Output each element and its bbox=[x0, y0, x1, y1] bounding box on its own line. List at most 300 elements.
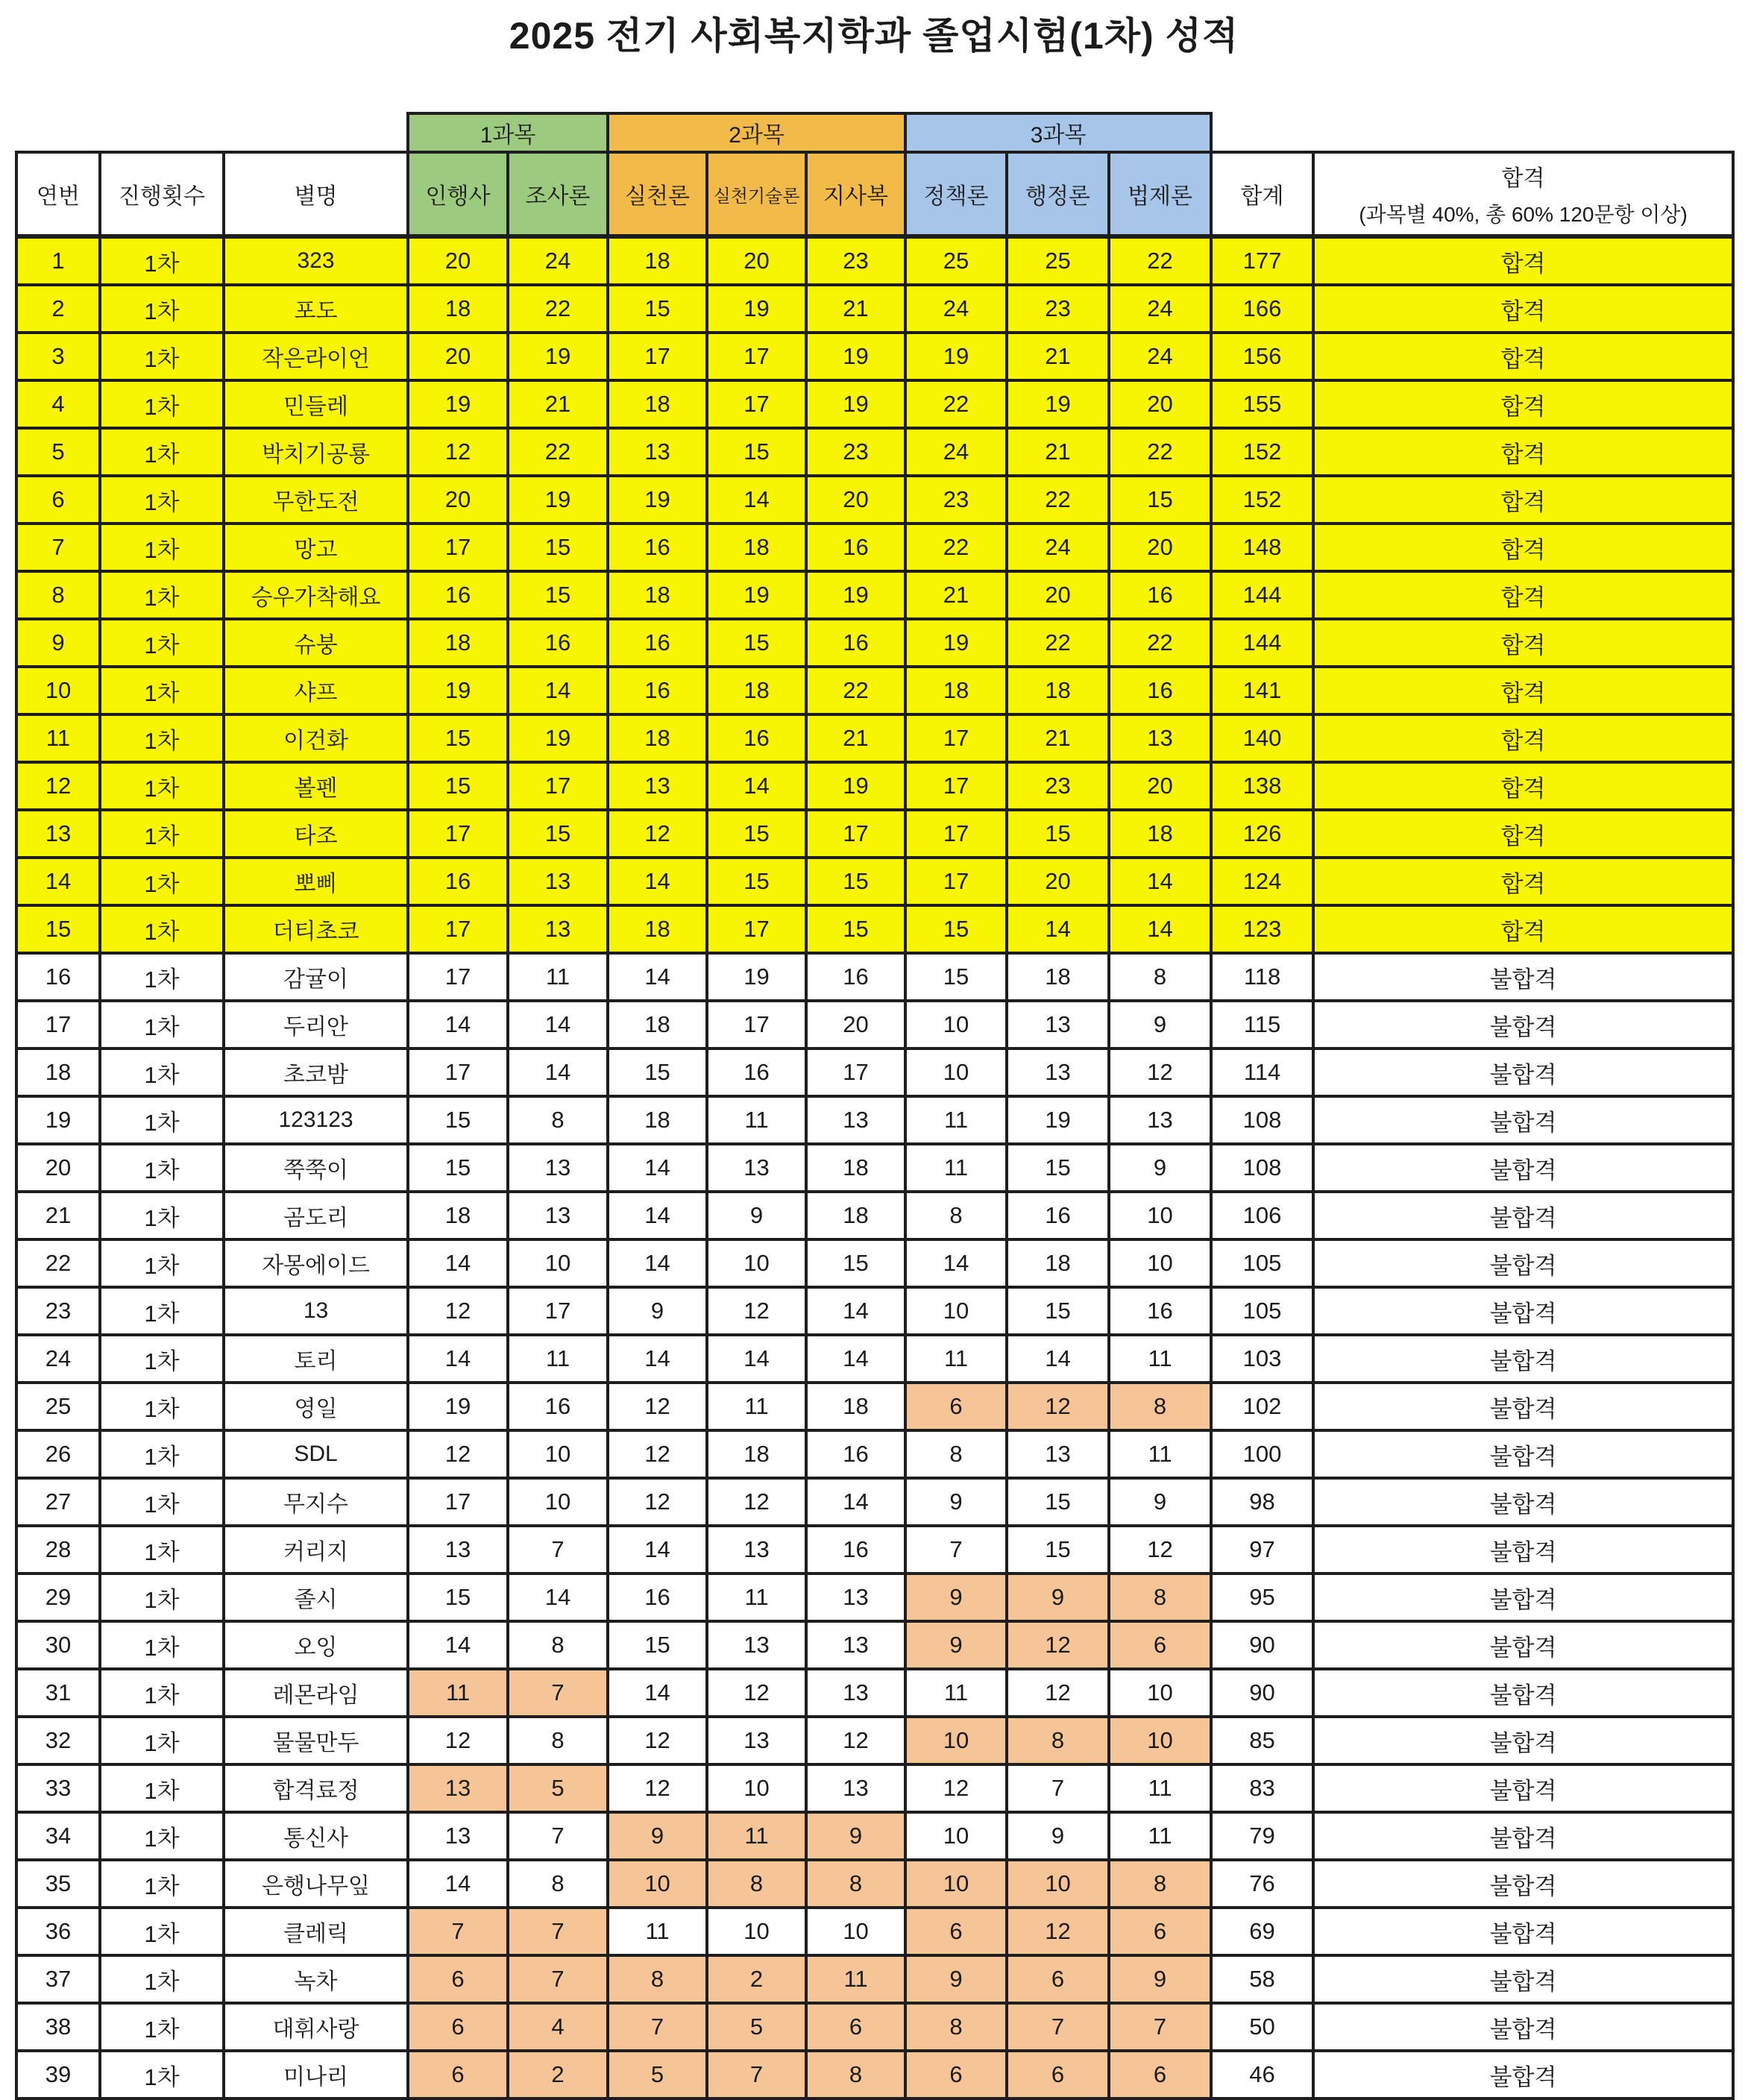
cell-round: 1차 bbox=[100, 1239, 224, 1287]
group-header-cell: 1과목 bbox=[408, 113, 608, 152]
score-cell-s3: 8 bbox=[608, 1955, 707, 2003]
total-cell: 140 bbox=[1211, 714, 1313, 762]
cell-nickname: 무지수 bbox=[224, 1478, 408, 1526]
cell-round: 1차 bbox=[100, 476, 224, 524]
score-cell-s2: 13 bbox=[508, 858, 608, 905]
cell-round: 1차 bbox=[100, 953, 224, 1001]
result-cell: 불합격 bbox=[1313, 953, 1733, 1001]
cell-round: 1차 bbox=[100, 1669, 224, 1717]
score-cell-s2: 11 bbox=[508, 953, 608, 1001]
score-cell-s1: 19 bbox=[408, 380, 508, 428]
score-cell-s6: 15 bbox=[905, 905, 1007, 953]
result-cell: 불합격 bbox=[1313, 1001, 1733, 1049]
score-cell-s4: 12 bbox=[707, 1478, 806, 1526]
group-header-cell: 3과목 bbox=[905, 113, 1211, 152]
table-row bbox=[16, 858, 1733, 905]
header-label: 조사론 bbox=[525, 184, 591, 209]
result-cell: 불합격 bbox=[1313, 1335, 1733, 1383]
score-cell-s1: 16 bbox=[408, 571, 508, 619]
score-cell-s3: 12 bbox=[608, 810, 707, 858]
cell-no: 28 bbox=[16, 1526, 100, 1574]
cell-no: 37 bbox=[16, 1955, 100, 2003]
cell-no: 1 bbox=[16, 236, 100, 285]
cell-no: 17 bbox=[16, 1001, 100, 1049]
cell-nickname: 토리 bbox=[224, 1335, 408, 1383]
total-cell: 156 bbox=[1211, 333, 1313, 380]
score-cell-s2: 10 bbox=[508, 1430, 608, 1478]
cell-nickname: 포도 bbox=[224, 285, 408, 333]
result-cell: 불합격 bbox=[1313, 1955, 1733, 2003]
score-cell-s3: 19 bbox=[608, 476, 707, 524]
score-cell-s3: 12 bbox=[608, 1717, 707, 1764]
score-cell-s1: 19 bbox=[408, 667, 508, 714]
score-cell-s4: 17 bbox=[707, 333, 806, 380]
table-row bbox=[16, 1383, 1733, 1430]
score-cell-s2: 4 bbox=[508, 2003, 608, 2051]
score-cell-s1: 15 bbox=[408, 1096, 508, 1144]
cell-nickname: 곰도리 bbox=[224, 1192, 408, 1239]
score-cell-s4: 2 bbox=[707, 1955, 806, 2003]
cell-round: 1차 bbox=[100, 1001, 224, 1049]
score-cell-s2: 16 bbox=[508, 1383, 608, 1430]
score-cell-s5: 22 bbox=[806, 667, 905, 714]
score-cell-s3: 5 bbox=[608, 2051, 707, 2099]
score-cell-s3: 16 bbox=[608, 619, 707, 667]
header-sublabel: (과목별 40%, 총 60% 120문항 이상) bbox=[1359, 203, 1688, 226]
score-cell-s6: 17 bbox=[905, 714, 1007, 762]
score-cell-s6: 24 bbox=[905, 285, 1007, 333]
score-cell-s2: 7 bbox=[508, 1812, 608, 1860]
score-cell-s5: 15 bbox=[806, 1239, 905, 1287]
score-cell-s7: 13 bbox=[1007, 1001, 1109, 1049]
score-cell-s3: 18 bbox=[608, 380, 707, 428]
cell-round: 1차 bbox=[100, 1096, 224, 1144]
score-cell-s5: 6 bbox=[806, 2003, 905, 2051]
cell-round: 1차 bbox=[100, 2003, 224, 2051]
table-row bbox=[16, 380, 1733, 428]
score-cell-s2: 15 bbox=[508, 524, 608, 571]
cell-nickname: 승우가착해요 bbox=[224, 571, 408, 619]
score-cell-s2: 13 bbox=[508, 1192, 608, 1239]
result-cell: 불합격 bbox=[1313, 1717, 1733, 1764]
score-cell-s1: 6 bbox=[408, 2003, 508, 2051]
column-header-row bbox=[16, 152, 1733, 236]
table-row bbox=[16, 333, 1733, 380]
score-cell-s2: 19 bbox=[508, 476, 608, 524]
score-cell-s6: 24 bbox=[905, 428, 1007, 476]
score-cell-s7: 8 bbox=[1007, 1717, 1109, 1764]
score-cell-s7: 24 bbox=[1007, 524, 1109, 571]
cell-no: 33 bbox=[16, 1764, 100, 1812]
score-cell-s6: 25 bbox=[905, 236, 1007, 285]
cell-no: 2 bbox=[16, 285, 100, 333]
score-cell-s4: 13 bbox=[707, 1144, 806, 1192]
result-cell: 합격 bbox=[1313, 333, 1733, 380]
score-cell-s2: 17 bbox=[508, 1287, 608, 1335]
cell-nickname: 감귤이 bbox=[224, 953, 408, 1001]
cell-nickname: 합격료정 bbox=[224, 1764, 408, 1812]
score-cell-s8: 24 bbox=[1109, 285, 1211, 333]
cell-no: 36 bbox=[16, 1908, 100, 1955]
cell-nickname: 뽀삐 bbox=[224, 858, 408, 905]
score-cell-s4: 5 bbox=[707, 2003, 806, 2051]
score-cell-s3: 10 bbox=[608, 1860, 707, 1908]
score-cell-s7: 15 bbox=[1007, 1144, 1109, 1192]
score-cell-s2: 7 bbox=[508, 1955, 608, 2003]
score-cell-s4: 8 bbox=[707, 1860, 806, 1908]
score-cell-s4: 15 bbox=[707, 858, 806, 905]
score-cell-s2: 22 bbox=[508, 428, 608, 476]
score-cell-s7: 12 bbox=[1007, 1383, 1109, 1430]
score-cell-s3: 16 bbox=[608, 1574, 707, 1621]
cell-nickname: 박치기공룡 bbox=[224, 428, 408, 476]
score-cell-s4: 15 bbox=[707, 619, 806, 667]
table-row bbox=[16, 619, 1733, 667]
score-cell-s8: 7 bbox=[1109, 2003, 1211, 2051]
score-cell-s1: 14 bbox=[408, 1001, 508, 1049]
table-row bbox=[16, 476, 1733, 524]
score-cell-s1: 12 bbox=[408, 1430, 508, 1478]
score-cell-s5: 18 bbox=[806, 1383, 905, 1430]
score-cell-s6: 17 bbox=[905, 762, 1007, 810]
score-cell-s7: 15 bbox=[1007, 810, 1109, 858]
result-cell: 불합격 bbox=[1313, 1574, 1733, 1621]
cell-nickname: 망고 bbox=[224, 524, 408, 571]
score-cell-s3: 18 bbox=[608, 714, 707, 762]
score-cell-s8: 20 bbox=[1109, 762, 1211, 810]
score-cell-s4: 18 bbox=[707, 667, 806, 714]
cell-nickname: 두리안 bbox=[224, 1001, 408, 1049]
score-cell-s5: 15 bbox=[806, 858, 905, 905]
cell-no: 19 bbox=[16, 1096, 100, 1144]
score-cell-s6: 10 bbox=[905, 1049, 1007, 1096]
result-cell: 불합격 bbox=[1313, 1192, 1733, 1239]
score-cell-s8: 9 bbox=[1109, 1955, 1211, 2003]
score-cell-s4: 14 bbox=[707, 1335, 806, 1383]
cell-round: 1차 bbox=[100, 333, 224, 380]
score-cell-s7: 14 bbox=[1007, 905, 1109, 953]
band-spacer-right bbox=[1211, 113, 1733, 152]
score-cell-s2: 7 bbox=[508, 1526, 608, 1574]
total-cell: 138 bbox=[1211, 762, 1313, 810]
cell-no: 35 bbox=[16, 1860, 100, 1908]
header-cell-total bbox=[1211, 152, 1313, 236]
header-cell-s2 bbox=[508, 152, 608, 236]
total-cell: 166 bbox=[1211, 285, 1313, 333]
cell-nickname: 영일 bbox=[224, 1383, 408, 1430]
score-cell-s7: 18 bbox=[1007, 667, 1109, 714]
header-cell-nickname bbox=[224, 152, 408, 236]
cell-round: 1차 bbox=[100, 236, 224, 285]
cell-round: 1차 bbox=[100, 524, 224, 571]
score-cell-s7: 9 bbox=[1007, 1574, 1109, 1621]
table-row bbox=[16, 905, 1733, 953]
score-cell-s2: 13 bbox=[508, 905, 608, 953]
total-cell: 50 bbox=[1211, 2003, 1313, 2051]
cell-no: 27 bbox=[16, 1478, 100, 1526]
score-cell-s3: 14 bbox=[608, 1144, 707, 1192]
score-cell-s6: 12 bbox=[905, 1764, 1007, 1812]
cell-nickname: 이건화 bbox=[224, 714, 408, 762]
score-cell-s6: 22 bbox=[905, 524, 1007, 571]
result-cell: 불합격 bbox=[1313, 1096, 1733, 1144]
score-cell-s3: 13 bbox=[608, 428, 707, 476]
result-cell: 불합격 bbox=[1313, 1049, 1733, 1096]
score-cell-s2: 14 bbox=[508, 1574, 608, 1621]
cell-no: 34 bbox=[16, 1812, 100, 1860]
score-cell-s1: 17 bbox=[408, 953, 508, 1001]
result-cell: 불합격 bbox=[1313, 1239, 1733, 1287]
score-cell-s7: 22 bbox=[1007, 476, 1109, 524]
score-cell-s3: 16 bbox=[608, 524, 707, 571]
score-cell-s6: 6 bbox=[905, 1908, 1007, 1955]
cell-no: 12 bbox=[16, 762, 100, 810]
score-cell-s1: 12 bbox=[408, 1287, 508, 1335]
score-cell-s6: 8 bbox=[905, 1192, 1007, 1239]
cell-round: 1차 bbox=[100, 762, 224, 810]
cell-no: 11 bbox=[16, 714, 100, 762]
score-cell-s1: 14 bbox=[408, 1860, 508, 1908]
score-cell-s4: 16 bbox=[707, 1049, 806, 1096]
result-cell: 불합격 bbox=[1313, 1669, 1733, 1717]
score-cell-s7: 20 bbox=[1007, 571, 1109, 619]
score-cell-s7: 13 bbox=[1007, 1049, 1109, 1096]
result-cell: 불합격 bbox=[1313, 2051, 1733, 2099]
header-cell-s7 bbox=[1007, 152, 1109, 236]
table-row bbox=[16, 714, 1733, 762]
result-cell: 합격 bbox=[1313, 619, 1733, 667]
cell-nickname: 미나리 bbox=[224, 2051, 408, 2099]
score-cell-s4: 16 bbox=[707, 714, 806, 762]
score-cell-s2: 11 bbox=[508, 1335, 608, 1383]
total-cell: 90 bbox=[1211, 1669, 1313, 1717]
cell-nickname: 123123 bbox=[224, 1096, 408, 1144]
total-cell: 79 bbox=[1211, 1812, 1313, 1860]
score-cell-s5: 16 bbox=[806, 619, 905, 667]
cell-round: 1차 bbox=[100, 905, 224, 953]
header-cell-round bbox=[100, 152, 224, 236]
table-row bbox=[16, 2051, 1733, 2099]
cell-no: 10 bbox=[16, 667, 100, 714]
cell-round: 1차 bbox=[100, 619, 224, 667]
score-cell-s6: 10 bbox=[905, 1001, 1007, 1049]
score-cell-s6: 9 bbox=[905, 1621, 1007, 1669]
score-cell-s5: 21 bbox=[806, 285, 905, 333]
cell-nickname: 자몽에이드 bbox=[224, 1239, 408, 1287]
score-cell-s8: 13 bbox=[1109, 714, 1211, 762]
score-cell-s8: 24 bbox=[1109, 333, 1211, 380]
cell-round: 1차 bbox=[100, 858, 224, 905]
cell-nickname: 민들레 bbox=[224, 380, 408, 428]
header-cell-s8 bbox=[1109, 152, 1211, 236]
score-cell-s2: 8 bbox=[508, 1621, 608, 1669]
score-cell-s8: 16 bbox=[1109, 667, 1211, 714]
score-cell-s3: 15 bbox=[608, 285, 707, 333]
table-row bbox=[16, 1478, 1733, 1526]
header-label: 합격 bbox=[1501, 166, 1545, 191]
score-cell-s8: 11 bbox=[1109, 1430, 1211, 1478]
header-label: 인행사 bbox=[425, 184, 491, 209]
cell-nickname: 슈붕 bbox=[224, 619, 408, 667]
header-label: 합계 bbox=[1240, 184, 1284, 209]
result-cell: 합격 bbox=[1313, 762, 1733, 810]
score-cell-s7: 14 bbox=[1007, 1335, 1109, 1383]
score-cell-s5: 23 bbox=[806, 428, 905, 476]
score-cell-s3: 12 bbox=[608, 1764, 707, 1812]
score-cell-s5: 8 bbox=[806, 1860, 905, 1908]
score-cell-s4: 13 bbox=[707, 1717, 806, 1764]
score-cell-s1: 18 bbox=[408, 1192, 508, 1239]
total-cell: 108 bbox=[1211, 1096, 1313, 1144]
score-cell-s2: 10 bbox=[508, 1239, 608, 1287]
group-header-cell: 2과목 bbox=[608, 113, 905, 152]
result-cell: 불합격 bbox=[1313, 1478, 1733, 1526]
header-cell-s5 bbox=[806, 152, 905, 236]
cell-no: 4 bbox=[16, 380, 100, 428]
score-cell-s7: 19 bbox=[1007, 1096, 1109, 1144]
score-cell-s8: 10 bbox=[1109, 1192, 1211, 1239]
score-cell-s4: 11 bbox=[707, 1574, 806, 1621]
score-cell-s4: 20 bbox=[707, 236, 806, 285]
score-cell-s3: 12 bbox=[608, 1478, 707, 1526]
score-cell-s6: 6 bbox=[905, 1383, 1007, 1430]
score-cell-s4: 19 bbox=[707, 571, 806, 619]
score-cell-s7: 21 bbox=[1007, 428, 1109, 476]
score-cell-s3: 18 bbox=[608, 1001, 707, 1049]
score-cell-s8: 9 bbox=[1109, 1478, 1211, 1526]
score-cell-s7: 15 bbox=[1007, 1526, 1109, 1574]
header-label: 연번 bbox=[37, 184, 80, 209]
score-cell-s5: 13 bbox=[806, 1669, 905, 1717]
header-label: 실천론 bbox=[625, 184, 690, 209]
score-cell-s1: 6 bbox=[408, 2051, 508, 2099]
score-cell-s5: 19 bbox=[806, 333, 905, 380]
total-cell: 105 bbox=[1211, 1239, 1313, 1287]
score-cell-s4: 13 bbox=[707, 1621, 806, 1669]
score-cell-s5: 16 bbox=[806, 953, 905, 1001]
score-cell-s4: 17 bbox=[707, 1001, 806, 1049]
score-cell-s8: 8 bbox=[1109, 1574, 1211, 1621]
score-cell-s6: 14 bbox=[905, 1239, 1007, 1287]
total-cell: 98 bbox=[1211, 1478, 1313, 1526]
score-cell-s3: 14 bbox=[608, 1192, 707, 1239]
score-cell-s2: 14 bbox=[508, 667, 608, 714]
score-cell-s1: 7 bbox=[408, 1908, 508, 1955]
cell-no: 38 bbox=[16, 2003, 100, 2051]
score-cell-s5: 20 bbox=[806, 1001, 905, 1049]
score-cell-s4: 14 bbox=[707, 476, 806, 524]
cell-nickname: 볼펜 bbox=[224, 762, 408, 810]
score-cell-s7: 6 bbox=[1007, 2051, 1109, 2099]
score-cell-s7: 7 bbox=[1007, 1764, 1109, 1812]
score-cell-s3: 15 bbox=[608, 1049, 707, 1096]
score-cell-s7: 13 bbox=[1007, 1430, 1109, 1478]
result-cell: 불합격 bbox=[1313, 1383, 1733, 1430]
result-cell: 불합격 bbox=[1313, 1764, 1733, 1812]
result-cell: 합격 bbox=[1313, 428, 1733, 476]
score-cell-s5: 20 bbox=[806, 476, 905, 524]
result-cell: 불합격 bbox=[1313, 1908, 1733, 1955]
total-cell: 124 bbox=[1211, 858, 1313, 905]
cell-no: 7 bbox=[16, 524, 100, 571]
total-cell: 100 bbox=[1211, 1430, 1313, 1478]
table-row bbox=[16, 1621, 1733, 1669]
score-cell-s7: 23 bbox=[1007, 762, 1109, 810]
score-cell-s2: 22 bbox=[508, 285, 608, 333]
score-cell-s2: 19 bbox=[508, 333, 608, 380]
score-cell-s1: 15 bbox=[408, 1574, 508, 1621]
total-cell: 90 bbox=[1211, 1621, 1313, 1669]
score-cell-s5: 15 bbox=[806, 905, 905, 953]
table-row bbox=[16, 285, 1733, 333]
result-cell: 불합격 bbox=[1313, 2003, 1733, 2051]
total-cell: 85 bbox=[1211, 1717, 1313, 1764]
result-cell: 합격 bbox=[1313, 667, 1733, 714]
cell-round: 1차 bbox=[100, 1812, 224, 1860]
score-cell-s2: 8 bbox=[508, 1096, 608, 1144]
score-cell-s2: 10 bbox=[508, 1478, 608, 1526]
cell-no: 9 bbox=[16, 619, 100, 667]
cell-no: 20 bbox=[16, 1144, 100, 1192]
result-cell: 합격 bbox=[1313, 905, 1733, 953]
score-cell-s3: 7 bbox=[608, 2003, 707, 2051]
score-cell-s8: 12 bbox=[1109, 1049, 1211, 1096]
cell-round: 1차 bbox=[100, 1144, 224, 1192]
table-row bbox=[16, 571, 1733, 619]
score-cell-s4: 12 bbox=[707, 1287, 806, 1335]
table-row bbox=[16, 428, 1733, 476]
score-cell-s3: 11 bbox=[608, 1908, 707, 1955]
cell-nickname: 졸시 bbox=[224, 1574, 408, 1621]
cell-round: 1차 bbox=[100, 1764, 224, 1812]
cell-round: 1차 bbox=[100, 1955, 224, 2003]
table-row bbox=[16, 1860, 1733, 1908]
header-label: 법제론 bbox=[1128, 184, 1192, 209]
score-cell-s6: 10 bbox=[905, 1287, 1007, 1335]
score-cell-s4: 15 bbox=[707, 428, 806, 476]
score-cell-s8: 14 bbox=[1109, 905, 1211, 953]
score-cell-s8: 20 bbox=[1109, 380, 1211, 428]
cell-no: 32 bbox=[16, 1717, 100, 1764]
cell-nickname: 녹차 bbox=[224, 1955, 408, 2003]
score-cell-s7: 6 bbox=[1007, 1955, 1109, 2003]
score-cell-s2: 8 bbox=[508, 1860, 608, 1908]
score-cell-s1: 14 bbox=[408, 1335, 508, 1383]
cell-nickname: 은행나무잎 bbox=[224, 1860, 408, 1908]
score-cell-s7: 18 bbox=[1007, 953, 1109, 1001]
cell-round: 1차 bbox=[100, 1621, 224, 1669]
score-cell-s8: 10 bbox=[1109, 1669, 1211, 1717]
table-row bbox=[16, 953, 1733, 1001]
cell-no: 24 bbox=[16, 1335, 100, 1383]
score-cell-s4: 15 bbox=[707, 810, 806, 858]
score-cell-s8: 13 bbox=[1109, 1096, 1211, 1144]
header-cell-result bbox=[1313, 152, 1733, 236]
table-row bbox=[16, 1096, 1733, 1144]
cell-round: 1차 bbox=[100, 1526, 224, 1574]
score-cell-s3: 12 bbox=[608, 1383, 707, 1430]
score-cell-s2: 14 bbox=[508, 1001, 608, 1049]
header-label: 지사복 bbox=[823, 184, 888, 209]
score-cell-s8: 11 bbox=[1109, 1335, 1211, 1383]
score-cell-s6: 10 bbox=[905, 1860, 1007, 1908]
score-cell-s2: 24 bbox=[508, 236, 608, 285]
score-cell-s8: 8 bbox=[1109, 953, 1211, 1001]
total-cell: 177 bbox=[1211, 236, 1313, 285]
cell-round: 1차 bbox=[100, 1383, 224, 1430]
result-cell: 불합격 bbox=[1313, 1812, 1733, 1860]
score-cell-s3: 14 bbox=[608, 1239, 707, 1287]
